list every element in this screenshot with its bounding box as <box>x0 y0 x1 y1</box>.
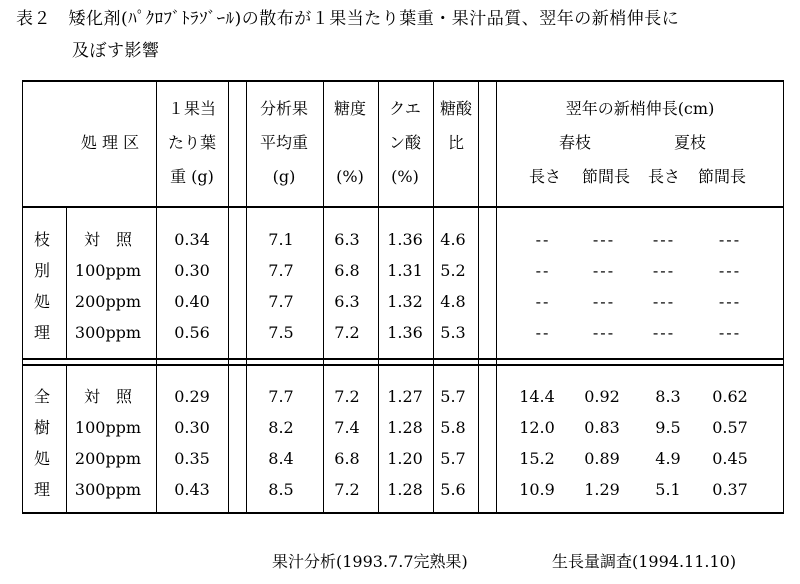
table-cell-citric: 1.31 <box>387 261 423 280</box>
table-cell-fw: 8.4 <box>268 449 294 468</box>
table-cell-summer-internode: --- <box>718 261 742 280</box>
header-leaf-weight-1: １果当 <box>167 99 217 118</box>
table-cell-spring-length: -- <box>535 230 551 249</box>
group-label-char: 枝 <box>33 230 51 249</box>
col-divider-sugar <box>378 80 379 514</box>
table-cell-summer-internode: 0.37 <box>712 480 748 499</box>
table-cell-ratio: 5.7 <box>440 387 466 406</box>
header-treatment: 処 理 区 <box>80 133 140 152</box>
table-cell-summer-length: --- <box>652 261 676 280</box>
header-growth: 翌年の新梢伸長(cm) <box>565 99 715 118</box>
header-fruit-weight-3: (g) <box>272 167 296 186</box>
table-cell-spring-internode: --- <box>592 323 616 342</box>
group-label-char: 処 <box>33 449 51 468</box>
table-cell-citric: 1.28 <box>387 480 423 499</box>
header-sugar-2: (%) <box>336 167 364 186</box>
table-cell-ratio: 5.7 <box>440 449 466 468</box>
header-citric-1: クエ <box>389 99 421 118</box>
table-cell-spring-internode: --- <box>592 230 616 249</box>
table-right-border <box>783 80 784 514</box>
table-cell-leaf: 0.30 <box>174 418 210 437</box>
table-cell-treatment: 200ppm <box>74 292 142 311</box>
header-ratio-2: 比 <box>447 133 465 152</box>
table-cell-spring-length: 10.9 <box>519 480 555 499</box>
table-cell-spring-internode: 1.29 <box>584 480 620 499</box>
table-cell-sugar: 7.4 <box>334 418 360 437</box>
header-fruit-weight-1: 分析果 <box>259 99 309 118</box>
header-spring-internode: 節間長 <box>581 167 631 186</box>
group-separator-rule-2 <box>22 364 784 366</box>
table-cell-summer-internode: 0.62 <box>712 387 748 406</box>
table-cell-treatment: 対 照 <box>83 230 133 249</box>
header-summer: 夏枝 <box>673 133 707 152</box>
group-separator-rule-1 <box>22 358 784 360</box>
table-cell-spring-length: 15.2 <box>519 449 555 468</box>
table-cell-sugar: 6.3 <box>334 292 360 311</box>
table-cell-summer-internode: --- <box>718 230 742 249</box>
table-cell-citric: 1.28 <box>387 418 423 437</box>
table-cell-spring-length: -- <box>535 292 551 311</box>
table-cell-spring-length: 14.4 <box>519 387 555 406</box>
table-cell-summer-length: 4.9 <box>655 449 681 468</box>
col-divider-fw <box>323 80 324 514</box>
header-leaf-weight-3: 重 (g) <box>170 167 214 186</box>
col-divider-leaf-b <box>246 80 247 514</box>
table-cell-leaf: 0.56 <box>174 323 210 342</box>
col-divider-citric <box>433 80 434 514</box>
table-cell-citric: 1.27 <box>387 387 423 406</box>
group-label-char: 別 <box>33 261 51 280</box>
header-ratio-1: 糖酸 <box>439 99 473 118</box>
table-cell-treatment: 300ppm <box>74 323 142 342</box>
table-cell-ratio: 4.8 <box>440 292 466 311</box>
table-cell-sugar: 7.2 <box>334 323 360 342</box>
table-cell-sugar: 7.2 <box>334 480 360 499</box>
table-cell-treatment: 200ppm <box>74 449 142 468</box>
table-cell-ratio: 5.2 <box>440 261 466 280</box>
header-sugar-1: 糖度 <box>333 99 367 118</box>
table-cell-summer-internode: 0.57 <box>712 418 748 437</box>
table-cell-ratio: 5.6 <box>440 480 466 499</box>
table-cell-fw: 7.7 <box>268 292 294 311</box>
table-bottom-rule <box>22 512 784 514</box>
table-cell-summer-length: --- <box>652 292 676 311</box>
table-cell-fw: 8.5 <box>268 480 294 499</box>
table-cell-ratio: 5.3 <box>440 323 466 342</box>
table-cell-summer-internode: --- <box>718 292 742 311</box>
table-cell-citric: 1.36 <box>387 230 423 249</box>
table-cell-leaf: 0.35 <box>174 449 210 468</box>
table-cell-treatment: 100ppm <box>74 261 142 280</box>
group-label-char: 樹 <box>33 418 51 437</box>
table-cell-summer-length: --- <box>652 323 676 342</box>
header-citric-3: (%) <box>391 167 419 186</box>
table-top-rule <box>22 80 784 82</box>
header-spring-length: 長さ <box>528 167 562 186</box>
table-cell-sugar: 6.8 <box>334 261 360 280</box>
header-spring: 春枝 <box>558 133 592 152</box>
col-divider-ratio-b <box>496 80 497 514</box>
table-cell-summer-length: 8.3 <box>655 387 681 406</box>
table-cell-summer-internode: 0.45 <box>712 449 748 468</box>
group-label-char: 理 <box>33 480 51 499</box>
table-cell-spring-internode: --- <box>592 261 616 280</box>
col-divider-treatment <box>156 80 157 514</box>
col-divider-leaf-a <box>228 80 229 514</box>
header-summer-internode: 節間長 <box>697 167 747 186</box>
table-cell-fw: 7.7 <box>268 261 294 280</box>
table-cell-fw: 8.2 <box>268 418 294 437</box>
table-cell-spring-internode: 0.89 <box>584 449 620 468</box>
header-bottom-rule <box>22 206 784 208</box>
header-leaf-weight-2: たり葉 <box>167 133 217 152</box>
table-cell-treatment: 100ppm <box>74 418 142 437</box>
table-cell-fw: 7.7 <box>268 387 294 406</box>
table-caption-line1: 表２ 矮化剤(ﾊﾟｸﾛﾌﾞﾄﾗｿﾞｰﾙ)の散布が１果当たり葉重・果汁品質、翌年の新梢伸長に <box>16 9 680 29</box>
table-cell-leaf: 0.34 <box>174 230 210 249</box>
table-cell-spring-length: -- <box>535 323 551 342</box>
header-fruit-weight-2: 平均重 <box>259 133 309 152</box>
table-cell-spring-length: 12.0 <box>519 418 555 437</box>
table-cell-summer-internode: --- <box>718 323 742 342</box>
table-cell-leaf: 0.29 <box>174 387 210 406</box>
table-cell-treatment: 300ppm <box>74 480 142 499</box>
table-cell-ratio: 4.6 <box>440 230 466 249</box>
table-cell-summer-length: 9.5 <box>655 418 681 437</box>
table-cell-citric: 1.32 <box>387 292 423 311</box>
table-cell-leaf: 0.43 <box>174 480 210 499</box>
table-caption-line2: 及ぼす影響 <box>72 41 160 61</box>
table-cell-sugar: 6.8 <box>334 449 360 468</box>
group-label-divider-1 <box>66 206 67 358</box>
table-cell-spring-internode: 0.92 <box>584 387 620 406</box>
footnote-juice-analysis: 果汁分析(1993.7.7完熟果) <box>272 552 468 571</box>
table-cell-fw: 7.5 <box>268 323 294 342</box>
table-cell-leaf: 0.30 <box>174 261 210 280</box>
table-cell-summer-length: 5.1 <box>655 480 681 499</box>
footnote-growth-survey: 生長量調査(1994.11.10) <box>552 552 737 571</box>
table-cell-ratio: 5.8 <box>440 418 466 437</box>
table-left-border <box>22 80 23 514</box>
table-cell-citric: 1.36 <box>387 323 423 342</box>
table-cell-sugar: 6.3 <box>334 230 360 249</box>
group-label-char: 全 <box>33 387 51 406</box>
header-summer-length: 長さ <box>647 167 681 186</box>
col-divider-ratio-a <box>478 80 479 514</box>
table-cell-fw: 7.1 <box>268 230 294 249</box>
table-cell-treatment: 対 照 <box>83 387 133 406</box>
table-cell-sugar: 7.2 <box>334 387 360 406</box>
table-cell-spring-length: -- <box>535 261 551 280</box>
table-cell-spring-internode: 0.83 <box>584 418 620 437</box>
header-citric-2: ン酸 <box>388 133 422 152</box>
table-cell-citric: 1.20 <box>387 449 423 468</box>
group-label-char: 理 <box>33 323 51 342</box>
group-label-char: 処 <box>33 292 51 311</box>
table-cell-spring-internode: --- <box>592 292 616 311</box>
table-cell-summer-length: --- <box>652 230 676 249</box>
table-cell-leaf: 0.40 <box>174 292 210 311</box>
group-label-divider-2 <box>66 364 67 512</box>
